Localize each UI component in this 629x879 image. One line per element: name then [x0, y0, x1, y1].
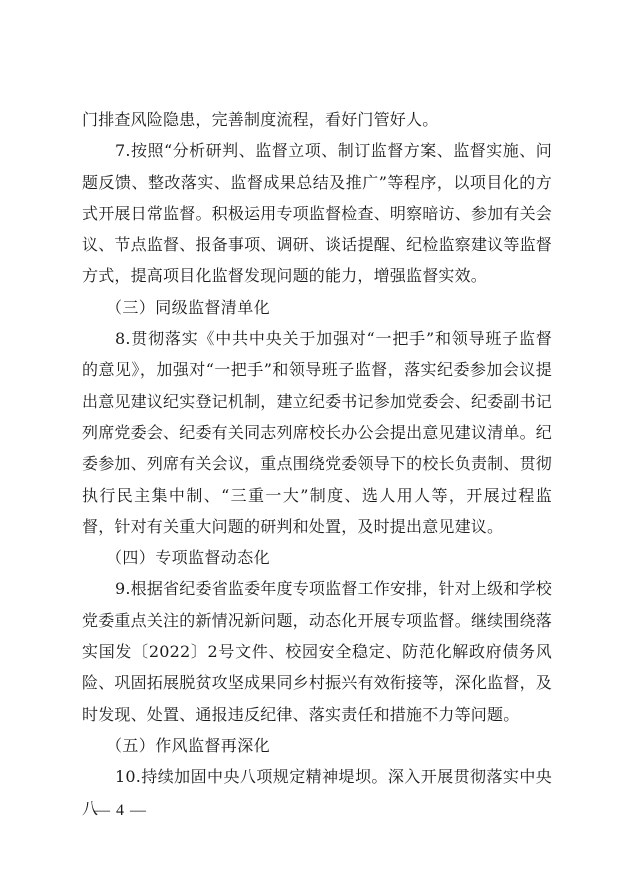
section-heading-5: （五）作风监督再深化	[106, 735, 271, 755]
continuation-paragraph: 门排查风险隐患，完善制度流程，看好门管好人。	[82, 110, 439, 129]
paragraph-10: 10.持续加固中央八项规定精神堤坝。深入开展贯彻落实中央八	[82, 767, 552, 818]
section-heading-4: （四）专项监督动态化	[106, 548, 271, 568]
paragraph-8: 8.贯彻落实《中共中央关于加强对“一把手”和领导班子监督的意见》，加强对“一把手”和领导班子监督，落实纪委参加会议提出意见建议纪实登记机制，建立纪委书记参加党委会、纪委副书记列席党委会、纪委有关同志列席校长办公会提出意见建议清单。纪委参加、列席有关会议，重点围绕党委领导下的校长负责制、贯彻执行民主集中制、“三重一大”制度、选人用人等，开展过程监督，针对有关重大问题的研判和处置，及时提出意见建议。	[82, 329, 552, 536]
section-heading-3: （三）同级监督清单化	[106, 297, 271, 317]
paragraph-7: 7.按照“分析研判、监督立项、制订监督方案、监督实施、问题反馈、整改落实、监督成果总结及推广”等程序，以项目化的方式开展日常监督。积极运用专项监督检查、明察暗访、参加有关会议、节点监督、报备事项、调研、谈话提醒、纪检监察建议等监督方式，提高项目化监督发现问题的能力，增强监督实效。	[82, 141, 552, 286]
document-body	[82, 104, 552, 824]
paragraph-9: 9.根据省纪委省监委年度专项监督工作安排，针对上级和学校党委重点关注的新情况新问题，动态化开展专项监督。继续围绕落实国发〔2022〕2号文件、校园安全稳定、防范化解政府债务风险、巩固拓展脱贫攻坚成果同乡村振兴有效衔接等，深化监督，及时发现、处置、通报违反纪律、落实责任和措施不力等问题。	[82, 579, 552, 724]
page-number: — 4 —	[94, 802, 147, 819]
